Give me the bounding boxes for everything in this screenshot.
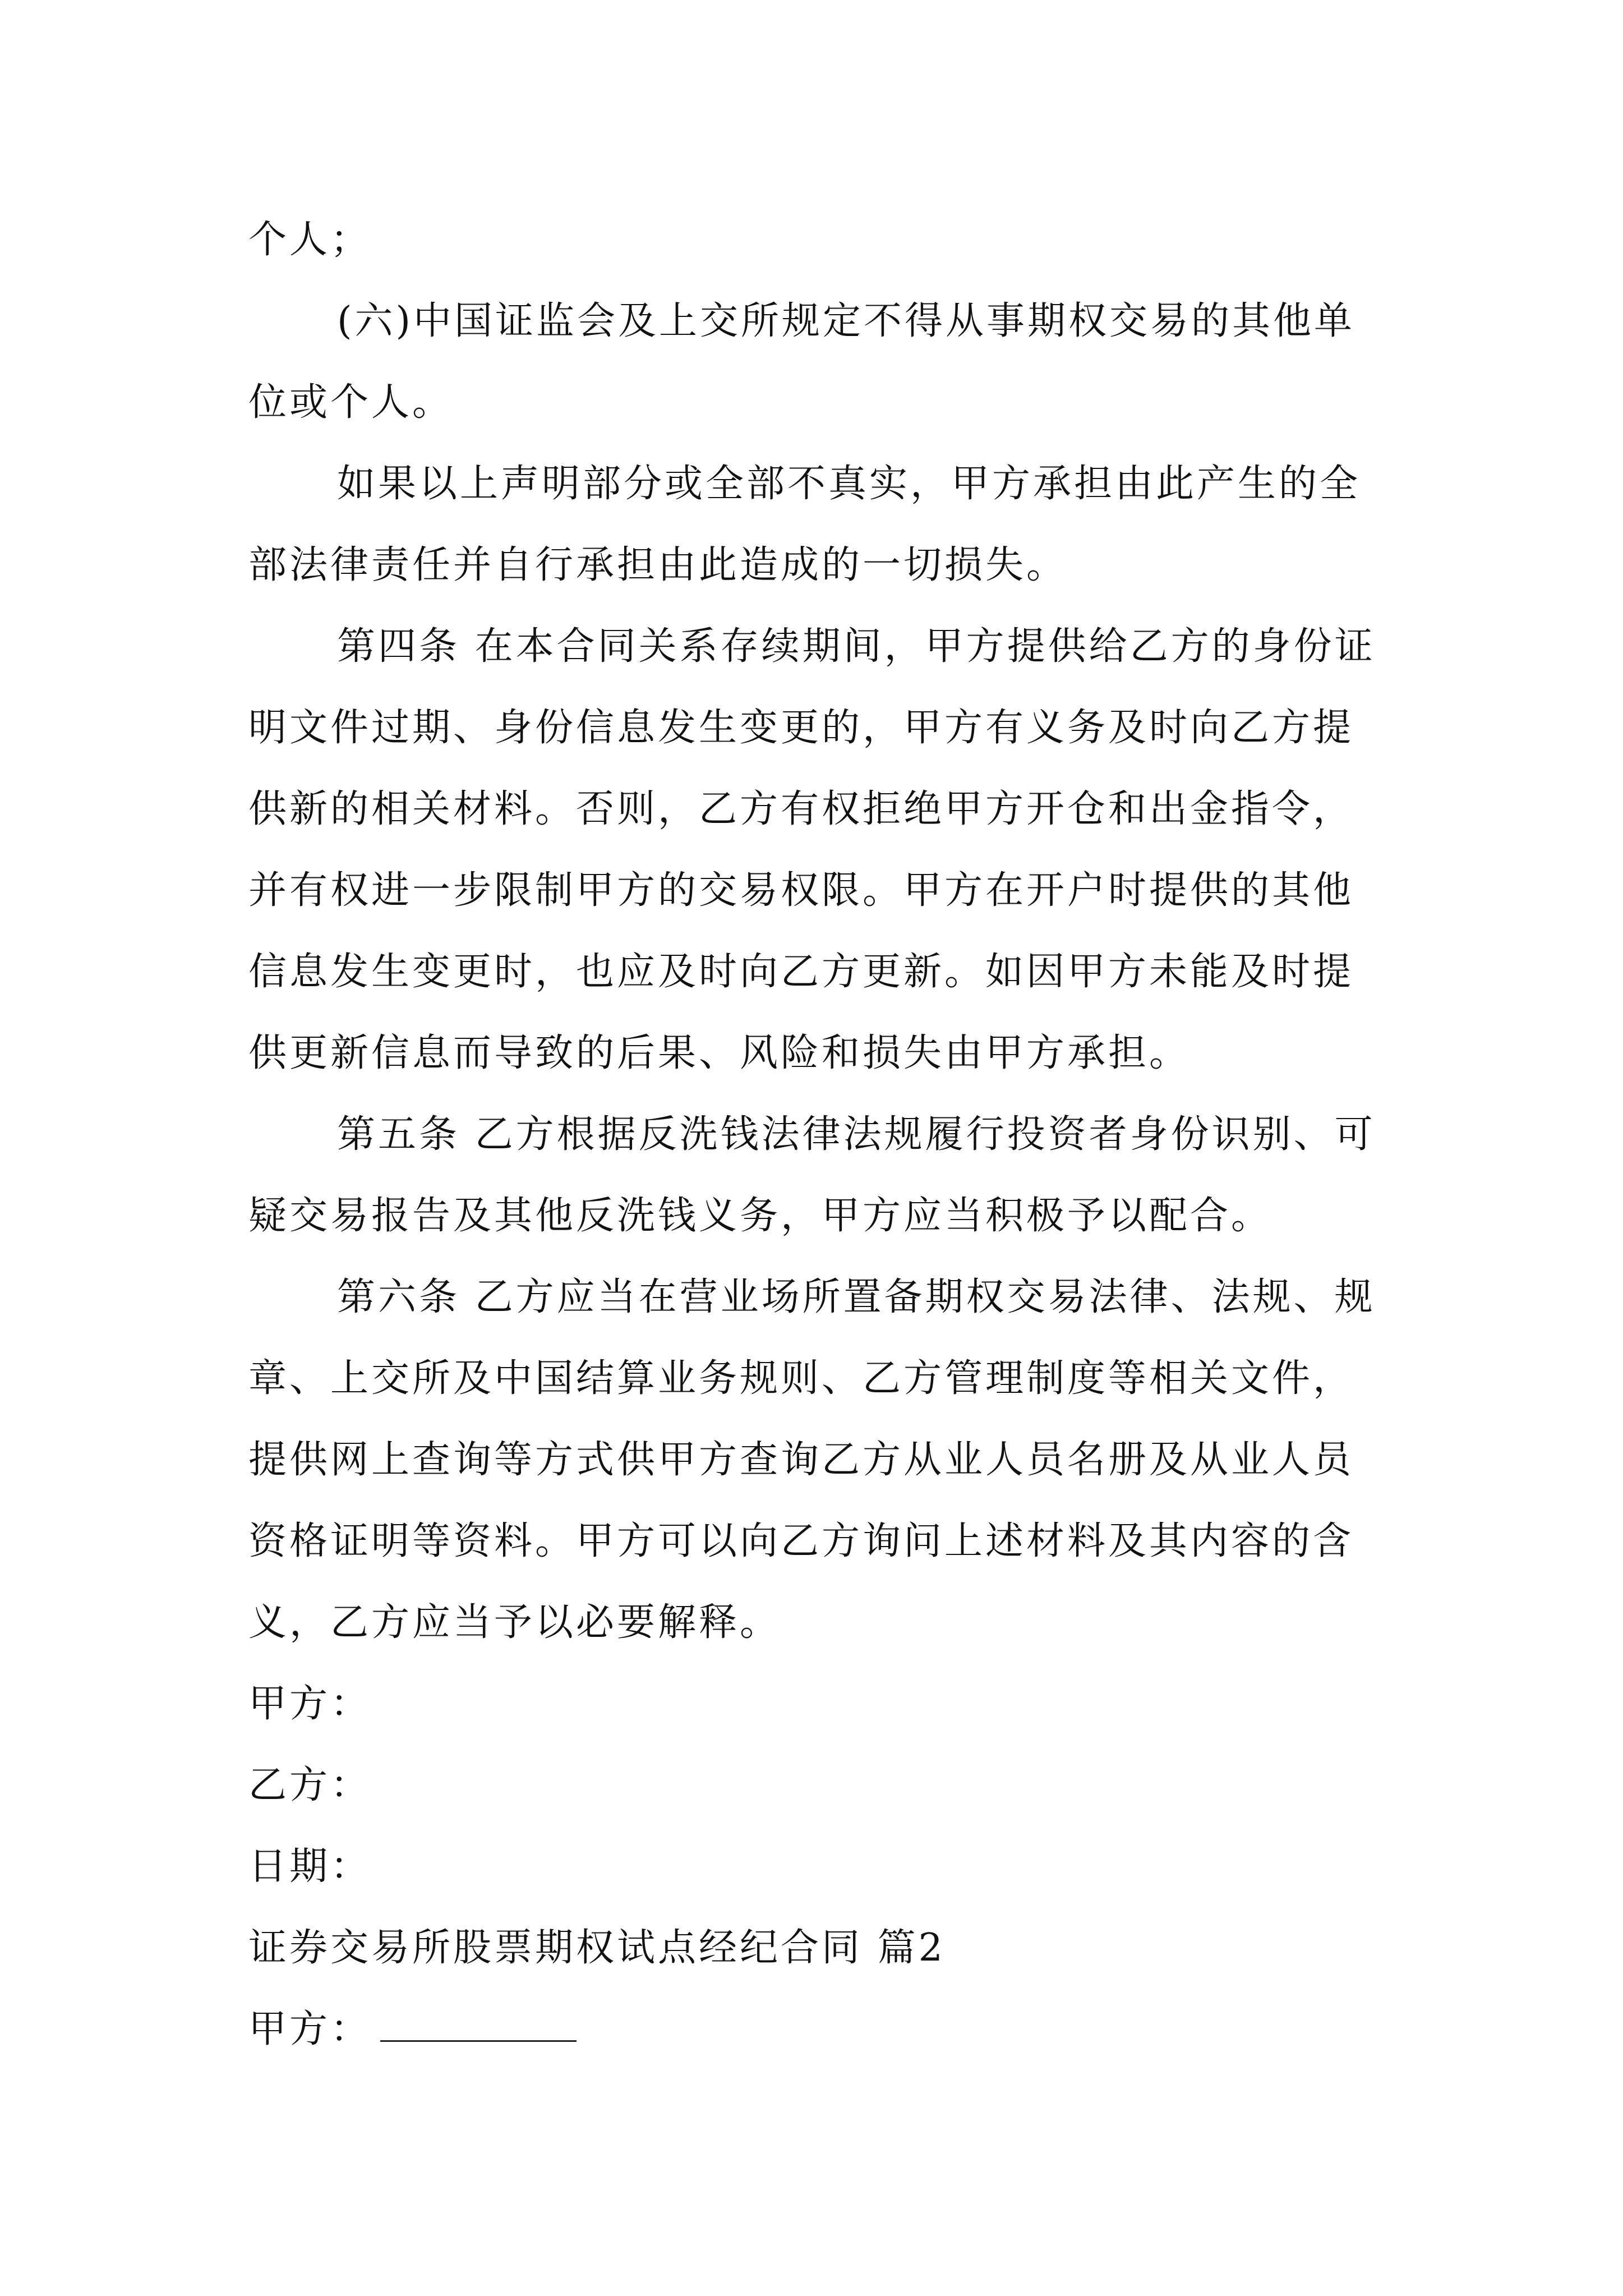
next-party-a-label: 甲方： — [248, 2007, 372, 2051]
party-a-signature: 甲方： — [248, 1682, 372, 1726]
section-title: 证券交易所股票期权试点经纪合同 篇2 — [248, 1926, 946, 1970]
party-a-blank-field — [380, 2007, 577, 2042]
document-body — [248, 199, 1393, 2070]
paragraph-continuation: 个人； — [248, 218, 372, 262]
paragraph-article-five: 第五条 乙方根据反洗钱法律法规履行投资者身份识别、可疑交易报告及其他反洗钱义务，甲方应当积极予以配合。 — [248, 1112, 1376, 1238]
paragraph-item-six: (六)中国证监会及上交所规定不得从事期权交易的其他单位或个人。 — [248, 299, 1355, 425]
paragraph-article-six: 第六条 乙方应当在营业场所置备期权交易法律、法规、规章、上交所及中国结算业务规则、乙方管理制度等相关文件，提供网上查询等方式供甲方查询乙方从业人员名册及从业人员资格证明等资料。甲方可以向乙方询问上述材料及其内容的含义，乙方应当予以必要解释。 — [248, 1275, 1376, 1645]
party-b-signature: 乙方： — [248, 1763, 372, 1807]
date-line: 日期： — [248, 1844, 372, 1889]
paragraph-article-four: 第四条 在本合同关系存续期间，甲方提供给乙方的身份证明文件过期、身份信息发生变更的，甲方有义务及时向乙方提供新的相关材料。否则，乙方有权拒绝甲方开仓和出金指令，并有权进一步限制甲方的交易权限。甲方在开户时提供的其他信息发生变更时，也应及时向乙方更新。如因甲方未能及时提供更新信息而导致的后果、风险和损失由甲方承担。 — [248, 624, 1376, 1075]
paragraph-declaration: 如果以上声明部分或全部不真实，甲方承担由此产生的全部法律责任并自行承担由此造成的一切损失。 — [248, 462, 1361, 587]
next-party-a-line — [248, 1989, 1393, 2070]
